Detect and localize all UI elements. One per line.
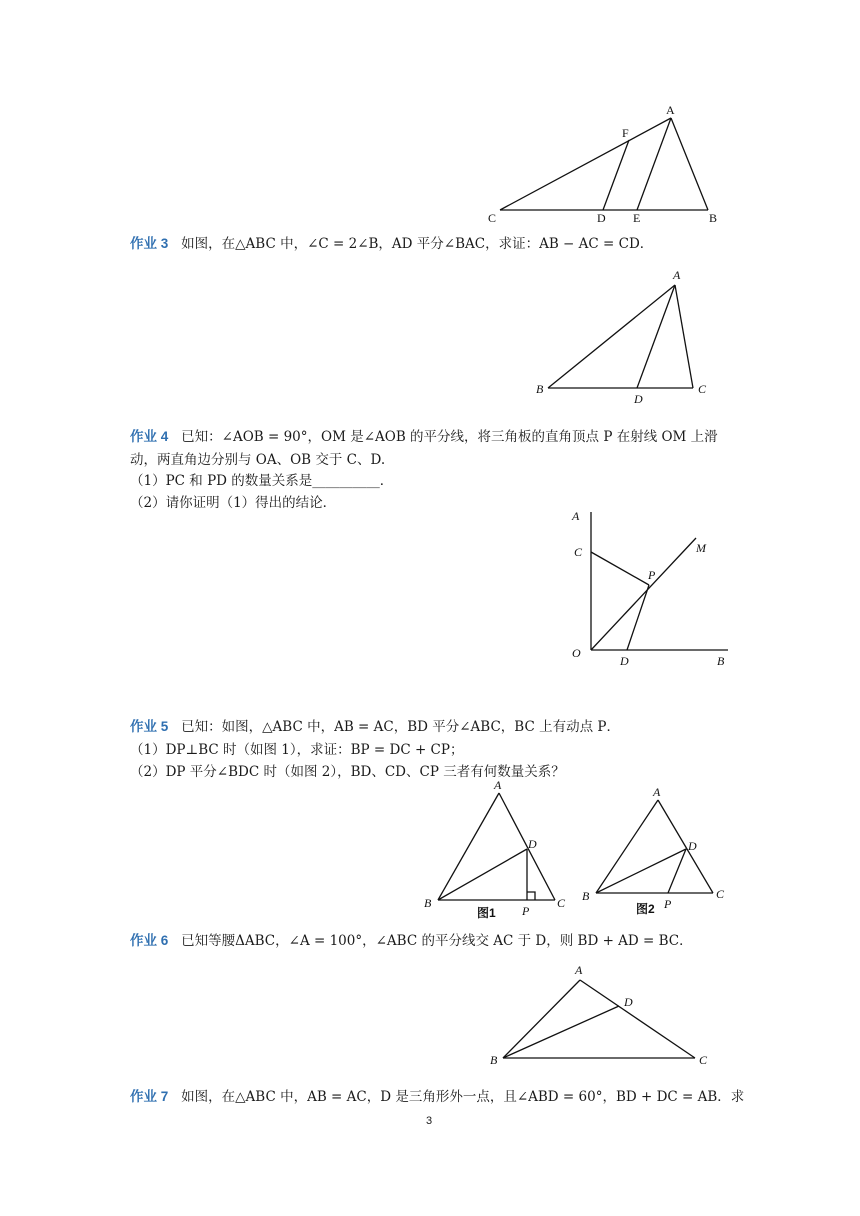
label-B: B [536, 382, 544, 396]
label-A: A [572, 509, 580, 523]
label-A: A [653, 785, 661, 799]
hw4-label: 作业 4 [130, 429, 169, 444]
hw7-label: 作业 7 [130, 1089, 169, 1104]
page-number: 3 [426, 1115, 433, 1127]
label-D: D [597, 211, 606, 225]
hw4-question1: （1）PC 和 PD 的数量关系是__________． [130, 473, 394, 489]
hw4-question2: （2）请你证明（1）得出的结论． [130, 495, 337, 511]
label-C: C [698, 382, 707, 396]
hw5-label: 作业 5 [130, 719, 169, 734]
hw6-line [130, 932, 693, 950]
label-B: B [582, 889, 590, 903]
label-M: M [696, 541, 706, 555]
label-E: E [633, 211, 641, 225]
label-C: C [488, 211, 497, 225]
label-F: F [622, 126, 629, 140]
hw5-text1: 已知：如图，△ABC 中，AB = AC，BD 平分∠ABC，BC 上有动点 P． [181, 719, 620, 735]
figure-hw5-fig1 [420, 775, 575, 920]
label-O: O [572, 646, 581, 660]
label-D: D [528, 837, 537, 851]
figure-hw4-angle [560, 500, 740, 675]
hw7-text: 如图，在△ABC 中，AB = AC，D 是三角形外一点，且∠ABD = 60°，BD + DC = AB．求 [181, 1089, 745, 1105]
figure-hw6-triangle [485, 960, 715, 1075]
hw3-label: 作业 3 [130, 236, 169, 251]
label-C: C [699, 1053, 708, 1067]
hw3-line [130, 235, 653, 253]
hw5-line1 [130, 718, 620, 736]
figure-hw5-fig2 [578, 780, 738, 920]
hw4-line2: 动，两直角边分别与 OA、OB 交于 C、D. [130, 452, 386, 468]
figure-top-triangle [480, 100, 730, 230]
label-D: D [688, 839, 697, 853]
hw4-text1: 已知：∠AOB = 90°，OM 是∠AOB 的平分线，将三角板的直角顶点 P 在射线 OM 上滑 [181, 429, 718, 445]
label-B: B [709, 211, 718, 225]
label-B: B [424, 896, 432, 910]
label-P: P [648, 568, 656, 582]
figure-hw3-triangle [530, 265, 720, 410]
hw7-line [130, 1088, 744, 1106]
hw6-label: 作业 6 [130, 933, 169, 948]
label-B: B [490, 1053, 498, 1067]
fig2-caption: 图2 [636, 902, 655, 916]
fig1-caption: 图1 [477, 906, 496, 920]
label-A: A [575, 963, 583, 977]
hw5-question1: （1）DP⊥BC 时（如图 1），求证：BP = DC + CP； [130, 742, 464, 758]
hw3-text: 如图，在△ABC 中，∠C = 2∠B，AD 平分∠BAC，求证：AB − AC = CD． [181, 236, 654, 252]
label-A: A [494, 778, 502, 792]
label-D: D [634, 392, 643, 406]
hw4-line1 [130, 428, 718, 446]
label-D: D [620, 654, 629, 668]
label-A: A [673, 268, 681, 282]
label-C: C [716, 887, 725, 901]
label-P: P [664, 897, 672, 911]
label-D: D [624, 995, 633, 1009]
label-P: P [522, 904, 530, 918]
label-C: C [574, 545, 583, 559]
label-A: A [666, 103, 675, 117]
label-C: C [557, 896, 566, 910]
hw6-text: 已知等腰ΔABC，∠A = 100°，∠ABC 的平分线交 AC 于 D，则 BD + AD = BC． [181, 933, 693, 949]
label-B: B [717, 654, 725, 668]
hw5-question2: （2）DP 平分∠BDC 时（如图 2），BD、CD、CP 三者有何数量关系？ [130, 764, 565, 780]
